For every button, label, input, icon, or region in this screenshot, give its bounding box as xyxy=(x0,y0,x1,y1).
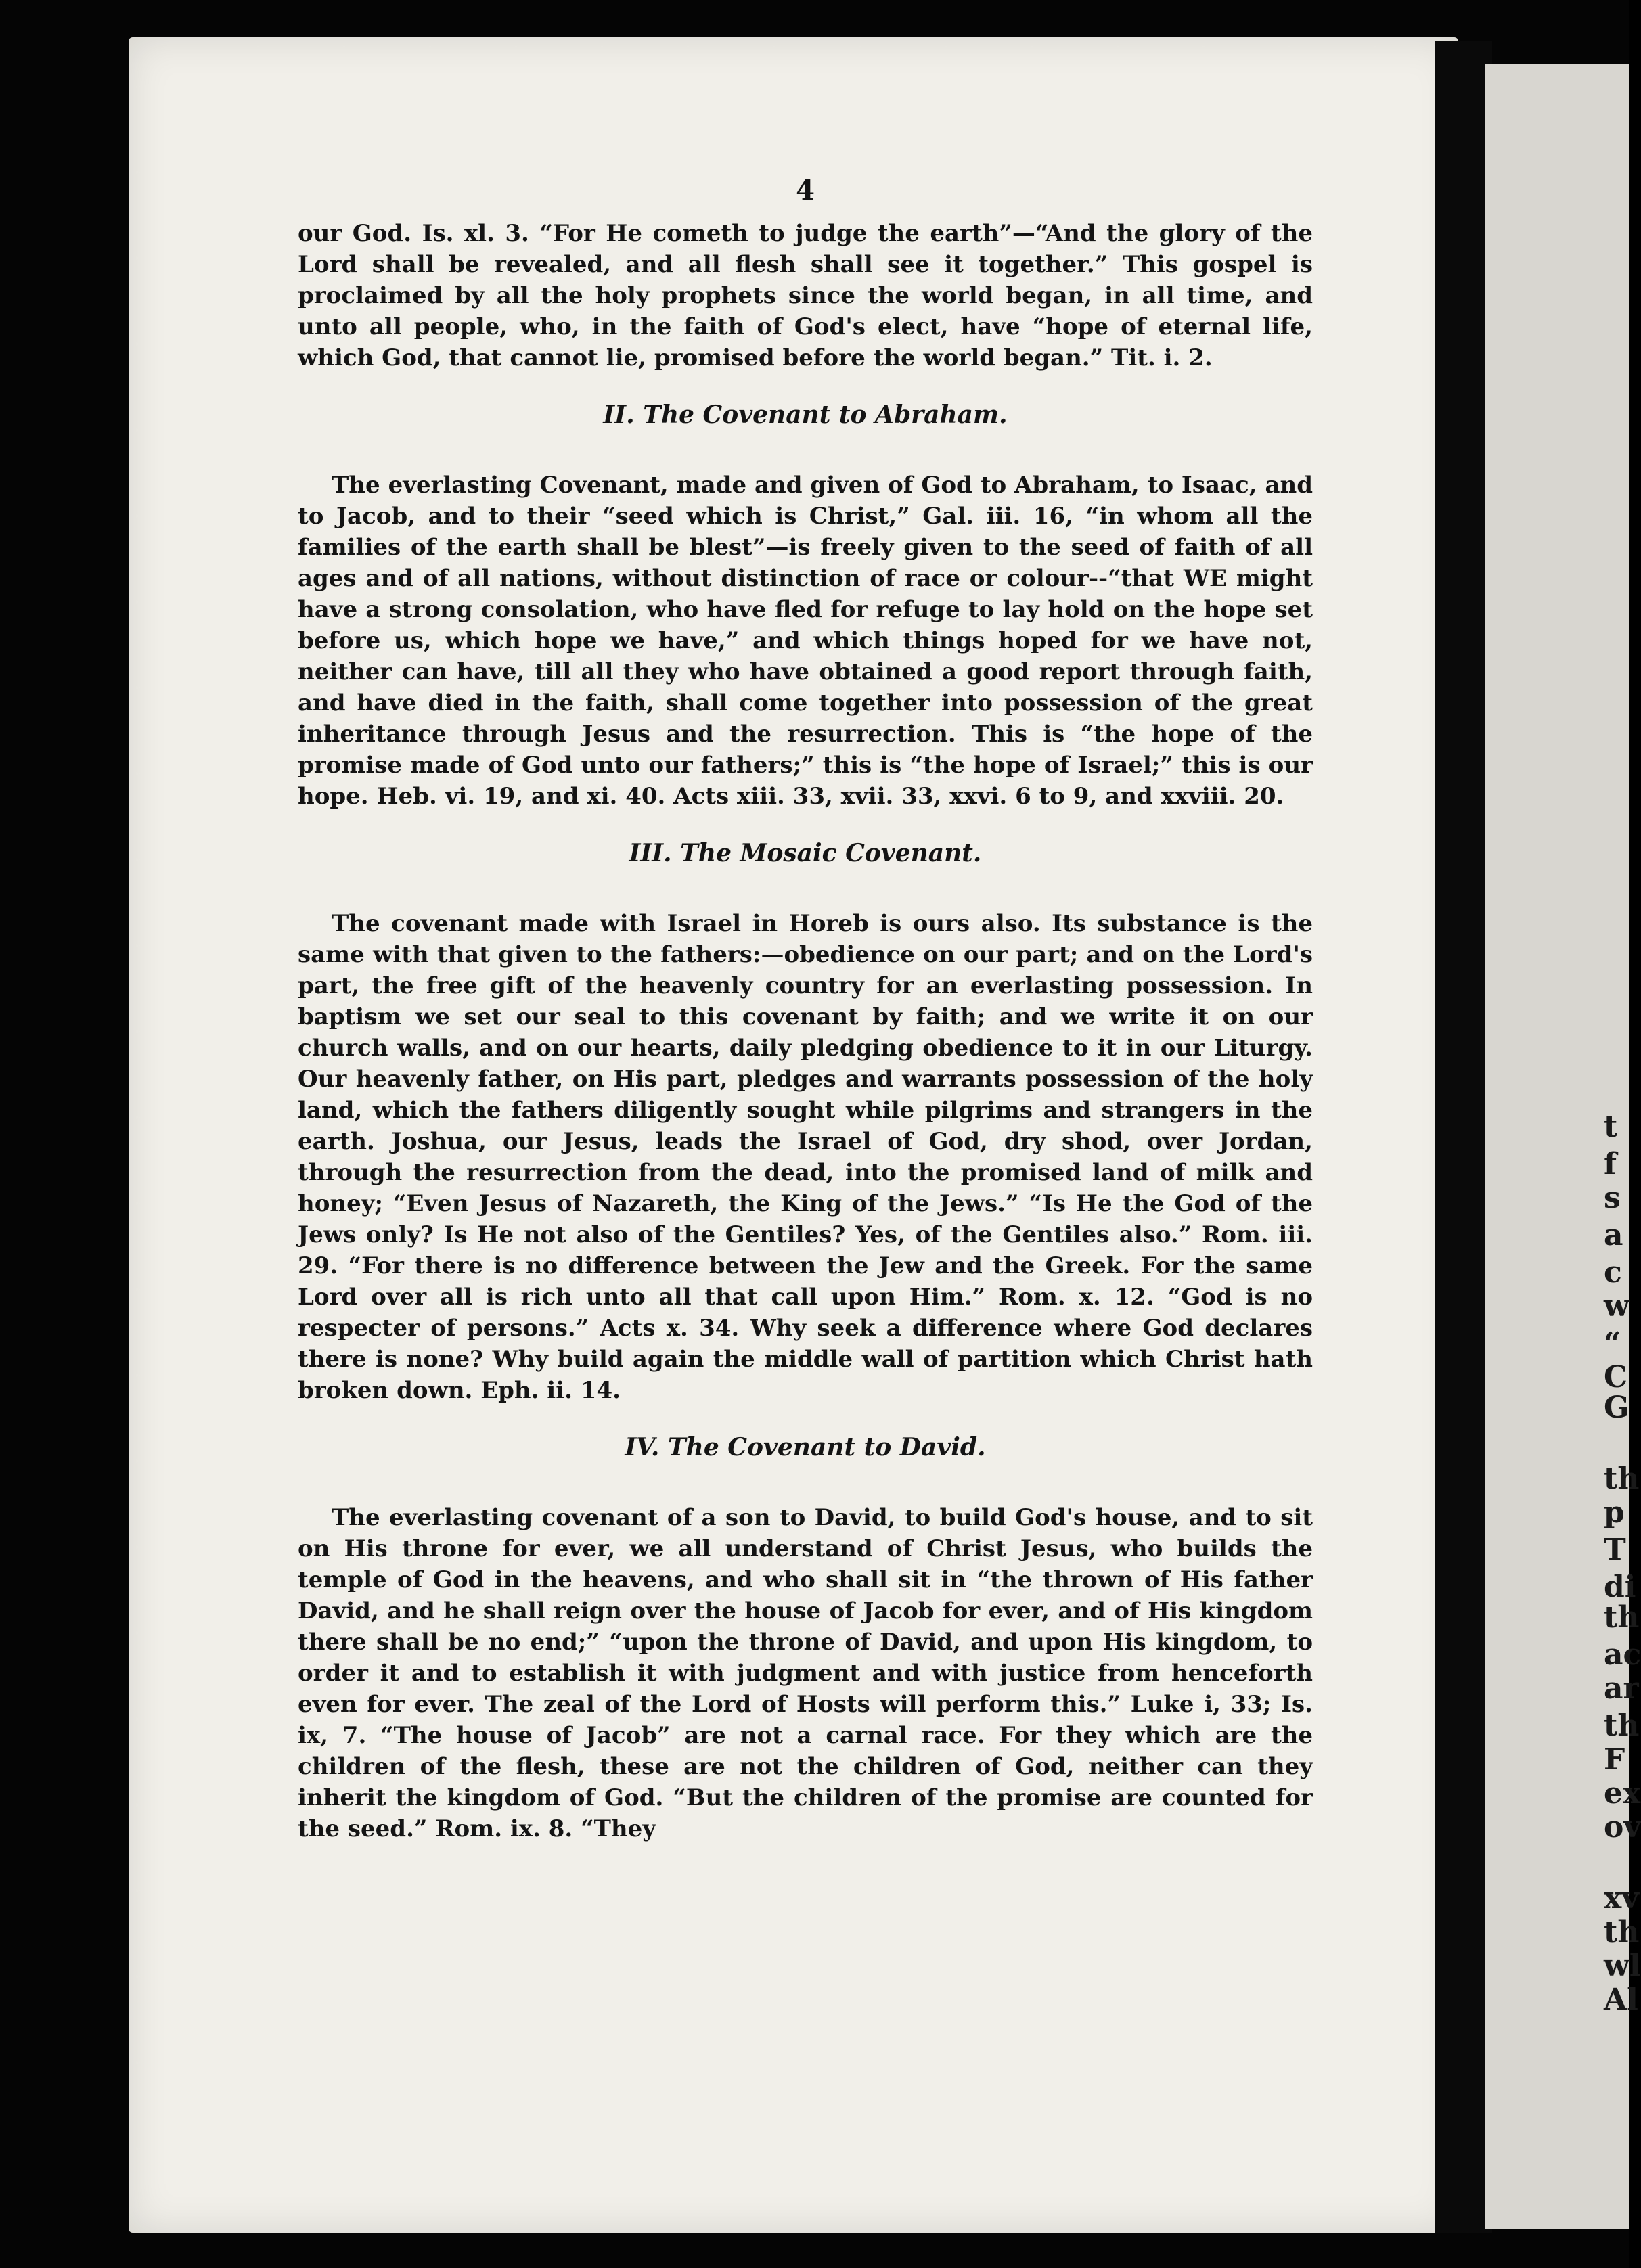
facing-page-fragment: wl xyxy=(1604,1949,1641,1983)
facing-page-fragment: “ xyxy=(1604,1326,1621,1361)
section-heading-mosaic: III. The Mosaic Covenant. xyxy=(629,839,982,867)
facing-page-fragment: F xyxy=(1604,1742,1625,1777)
facing-page-fragment: th xyxy=(1604,1461,1640,1496)
intro-paragraph: our God. Is. xl. 3. “For He cometh to judge the earth”—“And the glory of the Lord shall be revealed, and all flesh shall see it together.” This gospel is proclaimed by all the holy prophets since the world began, in all time, and unto all people, who, in the faith of God's elect, have “hope of eternal life, which God, that cannot lie, promised before the world began.” Tit. i. 2. xyxy=(298,220,1313,371)
facing-page-fragment: ac xyxy=(1604,1637,1641,1672)
facing-page-fragment: ar xyxy=(1604,1671,1639,1706)
section-text-abraham: The everlasting Covenant, made and given of God to Abraham, to Isaac, and to Jacob, and to their “seed which is Christ,” Gal. iii. 16, “in whom all the families of the earth shall be blest”—is freely given to the seed of faith of all ages and of all nations, without distinction of race or colour--“that WE might have a strong consolation, who have fled for refuge to lay hold on the hope set before us, which hope we have,” and which things hoped for we have not, neither can have, till all they who have obtained a good report through faith, and have died in the faith, shall come together into possession of the great inheritance through Jesus and the resurrection. This is “the hope of the promise made of God unto our fathers;” this is “the hope of Israel;” this is our hope. Heb. vi. 19, and xi. 40. Acts xiii. 33, xvii. 33, xxvi. 6 to 9, and xxviii. 20. xyxy=(298,472,1313,810)
facing-page-fragment: G xyxy=(1604,1390,1629,1425)
book-gutter xyxy=(1435,41,1492,2233)
page-content xyxy=(298,176,1313,1844)
section-heading-david: IV. The Covenant to David. xyxy=(625,1433,986,1461)
facing-page-fragment: C xyxy=(1604,1360,1628,1394)
facing-page-fragment: t xyxy=(1604,1110,1618,1144)
facing-page-fragment: s xyxy=(1604,1181,1621,1215)
facing-page-fragment: a xyxy=(1604,1218,1623,1252)
facing-page-fragment: p xyxy=(1604,1495,1625,1530)
facing-page-fragment: f xyxy=(1604,1147,1617,1181)
page-number: 4 xyxy=(796,175,815,206)
section-heading-abraham: II. The Covenant to Abraham. xyxy=(603,401,1008,429)
facing-page-fragment: Al xyxy=(1604,1982,1638,2017)
facing-page-fragment: c xyxy=(1604,1255,1622,1290)
facing-page-fragment: xv xyxy=(1604,1881,1639,1915)
facing-page-fragment: di xyxy=(1604,1570,1636,1604)
facing-page-fragment: ex xyxy=(1604,1776,1641,1811)
facing-page-fragment: th xyxy=(1604,1708,1640,1743)
facing-page-fragment: th xyxy=(1604,1600,1640,1635)
facing-page-fragment: T xyxy=(1604,1533,1626,1567)
facing-page-fragment: ov xyxy=(1604,1810,1641,1844)
facing-page-fragment: w xyxy=(1604,1289,1629,1323)
facing-page-fragment: th xyxy=(1604,1915,1640,1949)
section-text-david: The everlasting covenant of a son to David, to build God's house, and to sit on His throne for ever, we all understand of Christ Jesus, who builds the temple of God in the heavens, and who shall sit in “the thrown of His father David, and he shall reign over the house of Jacob for ever, and of His kingdom there shall be no end;” “upon the throne of David, and upon His kingdom, to order it and to establish it with judgment and with justice from henceforth even for ever. The zeal of the Lord of Hosts will perform this.” Luke i, 33; Is. ix, 7. “The house of Jacob” are not a carnal race. For they which are the children of the flesh, these are not the children of God, neither can they inherit the kingdom of God. “But the children of the promise are counted for the seed.” Rom. ix. 8. “They xyxy=(298,1504,1313,1842)
section-text-mosaic: The covenant made with Israel in Horeb is ours also. Its substance is the same with that given to the fathers:—obedience on our part; and on the Lord's part, the free gift of the heavenly country for an everlasting possession. In baptism we set our seal to this covenant by faith; and we write it on our church walls, and on our hearts, daily pledging obedience to it in our Liturgy. Our heavenly father, on His part, pledges and warrants possession of the holy land, which the fathers diligently sought while pilgrims and strangers in the earth. Joshua, our Jesus, leads the Israel of God, dry shod, over Jordan, through the resurrection from the dead, into the promised land of milk and honey; “Even Jesus of Nazareth, the King of the Jews.” “Is He the God of the Jews only? Is He not also of the Gentiles? Yes, of the Gentiles also.” Rom. iii. 29. “For there is no difference between the Jew and the Greek. For the same Lord over all is rich unto all that call upon Him.” Rom. x. 12. “God is no respecter of persons.” Acts x. 34. Why seek a difference where God declares there is none? Why build again the middle wall of partition which Christ hath broken down. Eph. ii. 14. xyxy=(298,910,1313,1404)
